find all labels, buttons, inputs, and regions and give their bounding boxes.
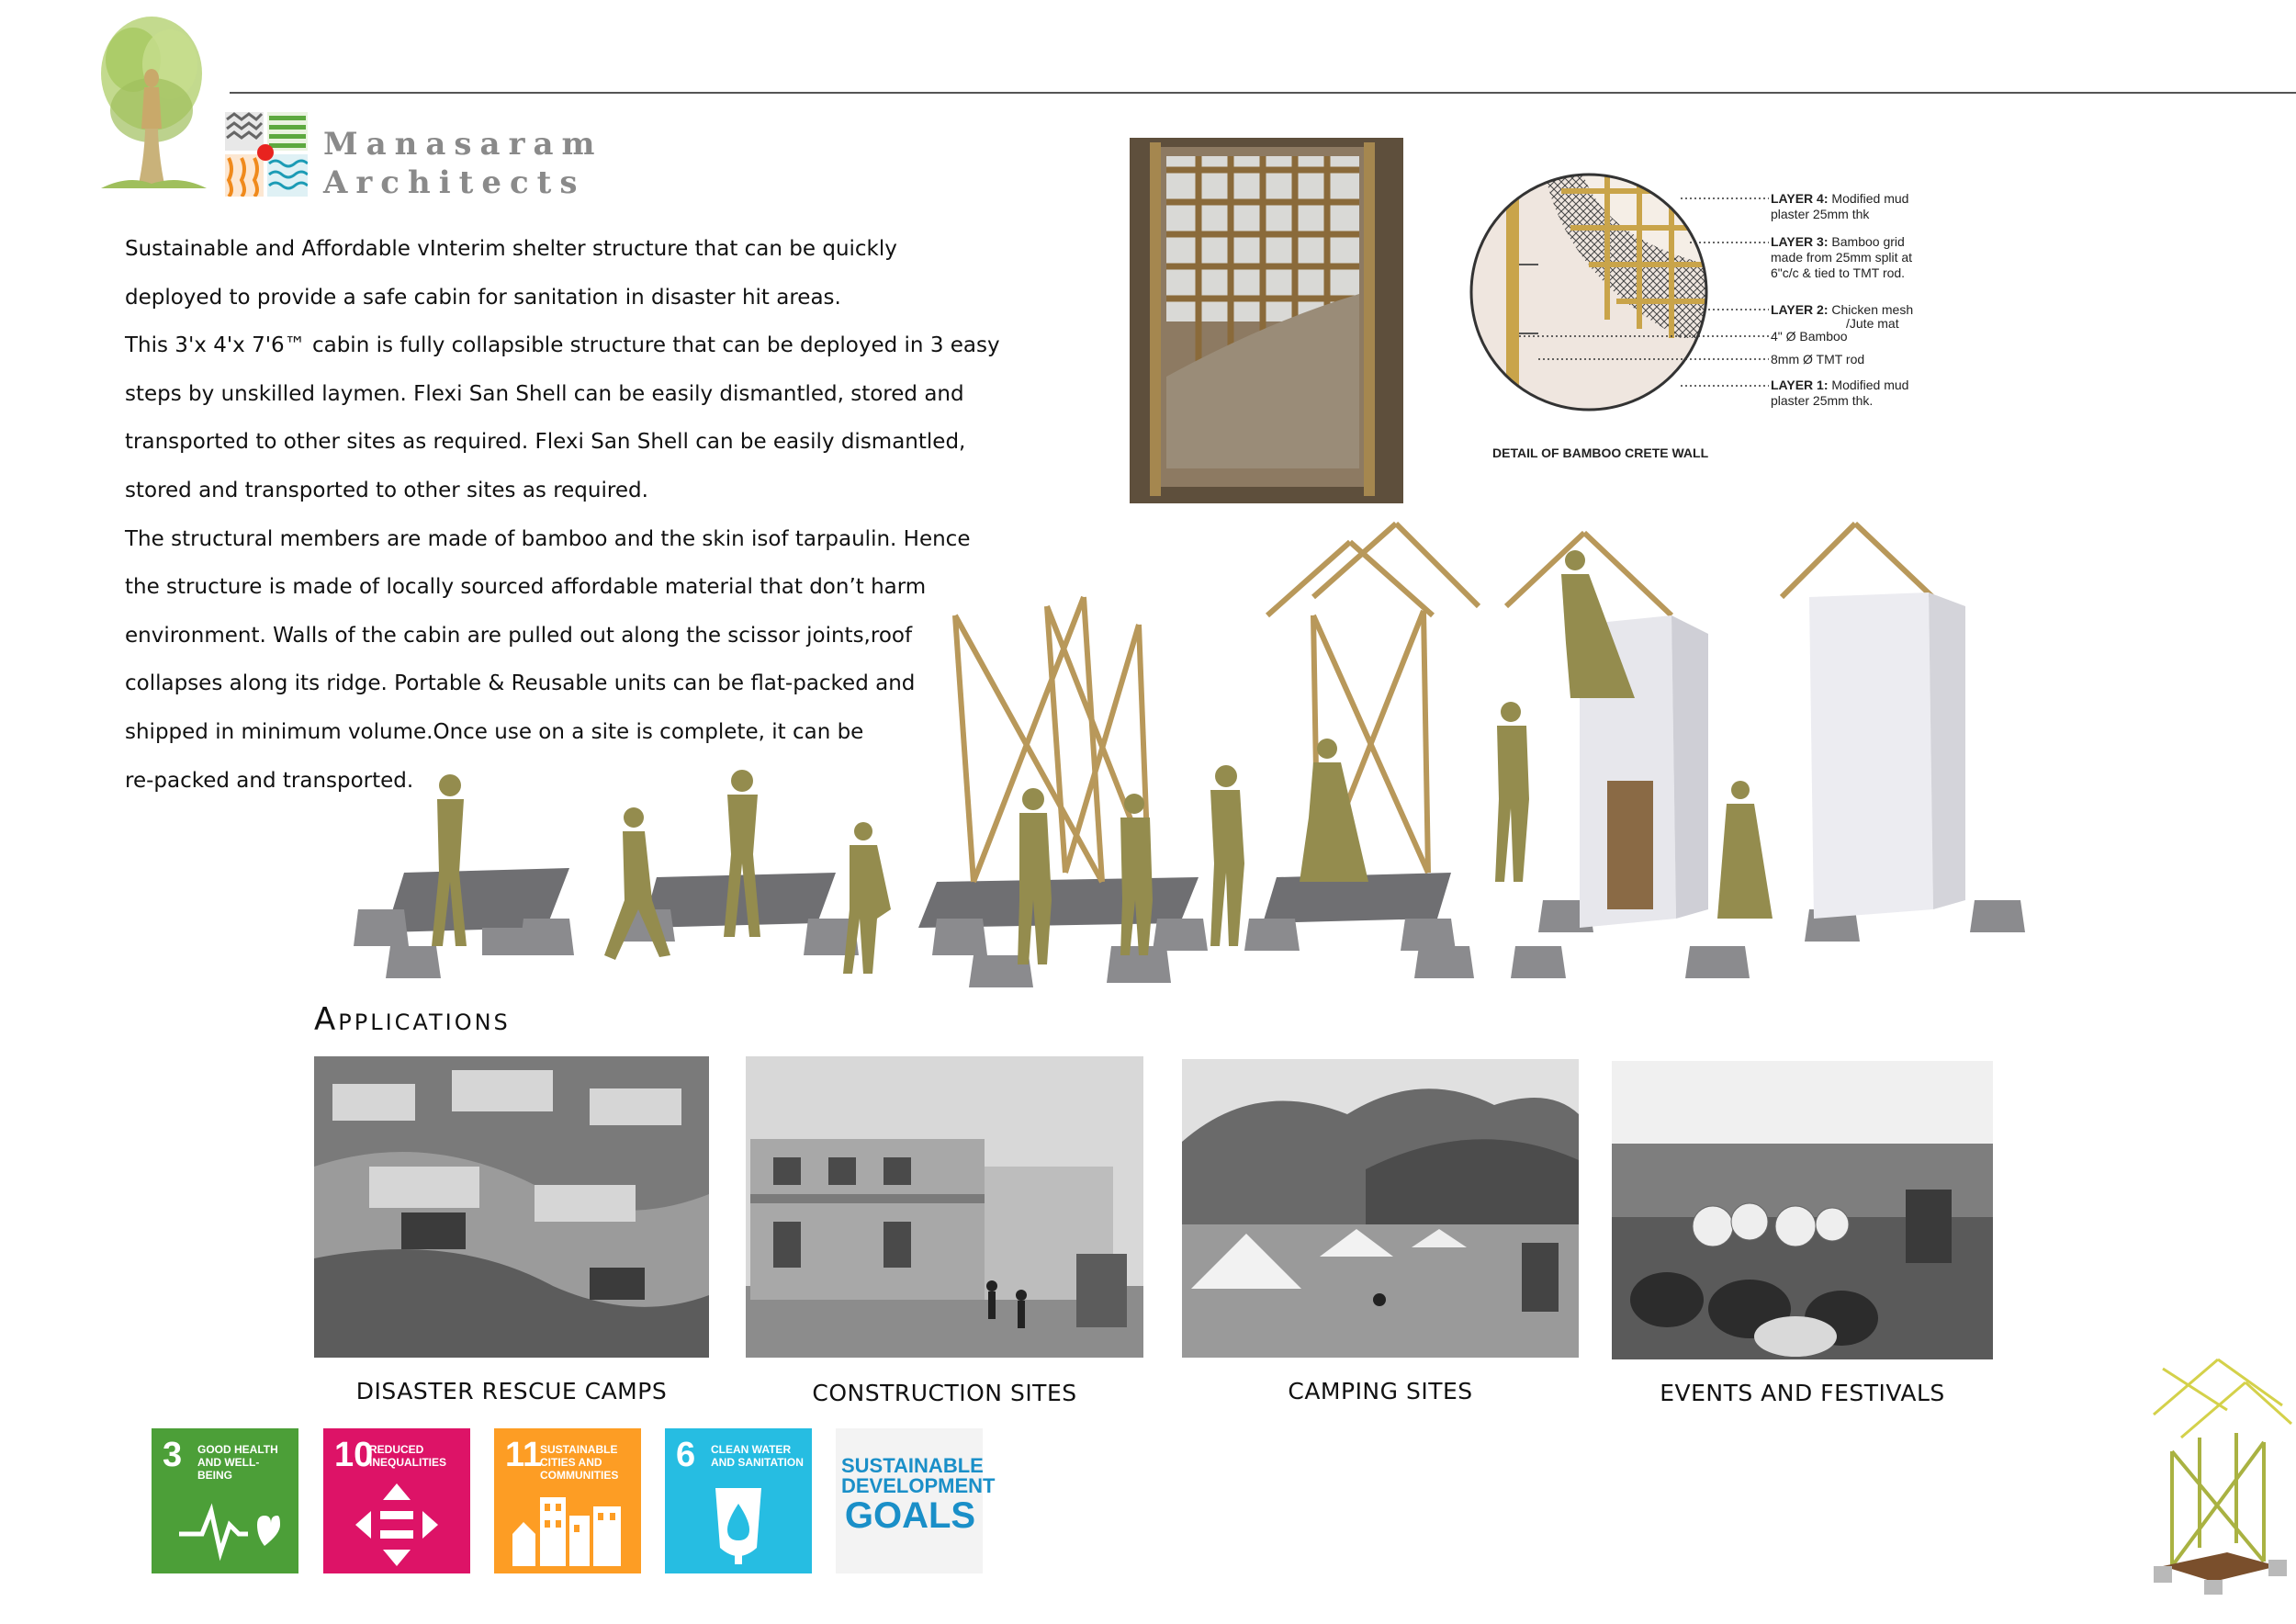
events-and-festivals-photo <box>1612 1061 1993 1359</box>
brand-mark-icon <box>225 112 308 197</box>
bamboo-label: 4" Ø Bamboo <box>1771 329 1848 344</box>
equality-icon <box>342 1483 452 1566</box>
brand-name-line2: Architects <box>323 164 586 201</box>
description-line: shipped in minimum volume.Once use on a site is complete, it can be <box>125 719 864 744</box>
description-line: deployed to provide a safe cabin for sanitation in disaster hit areas. <box>125 285 841 310</box>
cabin-assembly-illustration <box>349 514 2048 1010</box>
description-line: the structure is made of locally sourced affordable material that don’t harm <box>125 575 927 600</box>
description-line: Sustainable and Affordable vInterim shelter structure that can be quickly <box>125 237 897 261</box>
sdg-tile-reduced-inequalities <box>323 1428 470 1573</box>
description-line: stored and transported to other sites as required. <box>125 478 648 502</box>
svg-text:LAYER 3: Bamboo grid <box>1771 234 1905 249</box>
water-drop-icon <box>683 1483 793 1566</box>
description-line: The structural members are made of bamboo and the skin isof tarpaulin. Hence <box>125 526 971 551</box>
sdg-label: SUSTAINABLE CITIES AND COMMUNITIES <box>540 1443 619 1482</box>
brand-name <box>323 125 603 202</box>
camping-sites-photo <box>1182 1059 1579 1358</box>
city-icon <box>512 1483 623 1566</box>
bamboo-crete-wall-detail <box>1469 164 1947 467</box>
sdg-goals-logo <box>836 1428 996 1573</box>
description-line: transported to other sites as required. Flexi San Shell can be easily dismantled, <box>125 430 966 455</box>
layer4-name: LAYER 4: <box>1771 191 1829 206</box>
description-line: This 3'x 4'x 7'6™ cabin is fully collapsible structure that can be deployed in 3 easy <box>125 333 1000 358</box>
heartbeat-icon <box>170 1483 280 1566</box>
tmt-rod-label: 8mm Ø TMT rod <box>1771 352 1865 367</box>
layer2-text2: /Jute mat <box>1846 316 1899 331</box>
sdg-tile-good-health <box>152 1428 298 1573</box>
bamboo-wall-photo <box>1130 138 1403 503</box>
layer4-text: Modified mud <box>1831 191 1909 206</box>
sdg-tile-sustainable-cities <box>494 1428 641 1573</box>
sdg-number: 3 <box>163 1436 183 1474</box>
svg-text:LAYER 1: Modified mud <box>1771 378 1908 392</box>
sdg-label: CLEAN WATER AND SANITATION <box>711 1443 804 1469</box>
layer3-text: Bamboo grid <box>1831 234 1905 249</box>
layer2-text: Chicken mesh <box>1831 302 1914 317</box>
sdg-number: 10 <box>334 1436 374 1474</box>
description-line: steps by unskilled laymen. Flexi San Shell can be easily dismantled, stored and <box>125 381 964 406</box>
layer4-text2: plaster 25mm thk <box>1771 207 1870 221</box>
layer3-text2: made from 25mm split at <box>1771 250 1913 265</box>
brand-name-line1: Manasaram <box>323 126 603 163</box>
layer2-name: LAYER 2: <box>1771 302 1829 317</box>
disaster-rescue-camps-photo <box>314 1056 709 1358</box>
app-caption-disaster-rescue-camps: DISASTER RESCUE CAMPS <box>355 1378 668 1404</box>
sdg-number: 11 <box>505 1436 543 1474</box>
layer1-name: LAYER 1: <box>1771 378 1829 392</box>
cabin-frame-sketch <box>2144 1350 2296 1598</box>
tree-logo-icon <box>92 9 211 193</box>
app-caption-construction-sites: CONSTRUCTION SITES <box>812 1380 1077 1406</box>
layer3-name: LAYER 3: <box>1771 234 1829 249</box>
sdg-goals-line3: GOALS <box>844 1495 976 1536</box>
sdg-label: REDUCED INEQUALITIES <box>369 1443 447 1469</box>
app-caption-events-and-festivals: EVENTS AND FESTIVALS <box>1660 1380 1945 1406</box>
layer1-text2: plaster 25mm thk. <box>1771 393 1874 408</box>
sdg-tile-clean-water <box>665 1428 812 1573</box>
header-rule <box>230 92 2296 94</box>
sdg-goals-line2: DEVELOPMENT <box>841 1474 996 1497</box>
description-line: re-packed and transported. <box>125 768 414 793</box>
svg-text:LAYER 4: Modified mud <box>1771 191 1908 206</box>
layer1-text: Modified mud <box>1831 378 1909 392</box>
sdg-label: GOOD HEALTH AND WELL-BEING <box>197 1443 278 1482</box>
detail-title: DETAIL OF BAMBOO CRETE WALL <box>1492 445 1709 460</box>
description-line: collapses along its ridge. Portable & Reusable units can be flat-packed and <box>125 671 916 696</box>
applications-heading: Applications <box>314 1001 511 1038</box>
construction-sites-photo <box>746 1056 1143 1358</box>
app-caption-camping-sites: CAMPING SITES <box>1288 1378 1473 1404</box>
layer3-text3: 6"c/c & tied to TMT rod. <box>1771 265 1906 280</box>
sdg-number: 6 <box>676 1436 696 1474</box>
svg-text:LAYER 2: Chicken mesh <box>1771 302 1913 317</box>
sdg-goals-line1: SUSTAINABLE <box>841 1454 984 1477</box>
description-line: environment. Walls of the cabin are pulled out along the scissor joints,roof <box>125 623 913 648</box>
